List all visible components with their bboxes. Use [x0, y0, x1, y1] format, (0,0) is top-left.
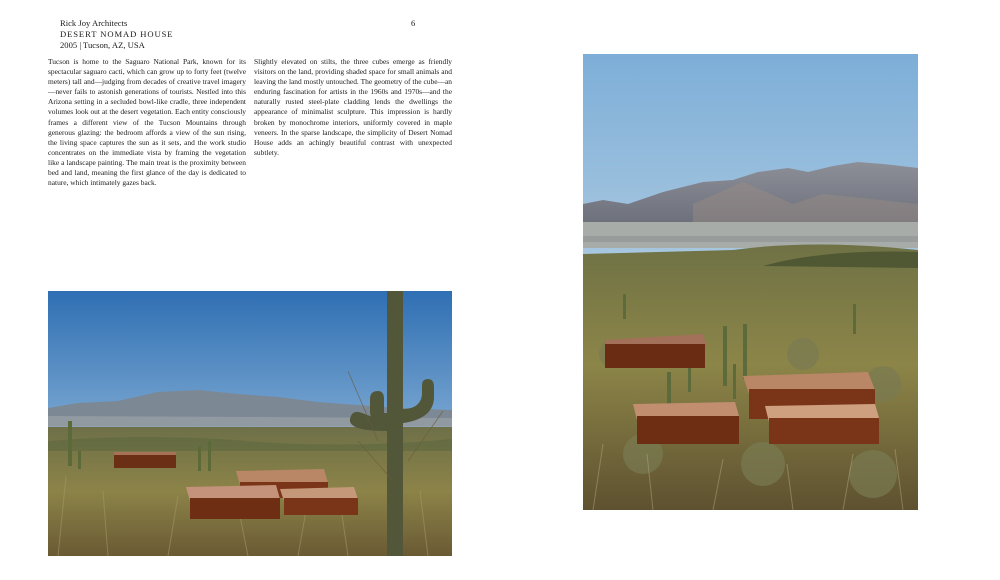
- project-meta: 2005 | Tucson, AZ, USA: [60, 40, 145, 50]
- body-text-column-1: Tucson is home to the Saguaro National Park, known for its spectacular saguaro cacti, which can grow up to forty feet (twelve meters) tall and—judging from decades of creative travel imagery—never fails to astonish generations of tourists. Nestled into this Arizona setting in a secluded bowl-like cradle, three independent volumes look out at the desert vegetation. Each entity consciously frames a different view of the Tucson Mountains through generous glazing: the bedroom affords a view of the sun rising, the living space captures the sun as it sets, and the work studio concentrates on the immediate vista by framing the vegetation like a landscape painting. The main treat is the proximity between bed and land, meaning the first glance of the day is dedicated to nature, which intimately gazes back.: [48, 57, 246, 188]
- photo-cubes-desert-mountains: [583, 54, 918, 510]
- body-text-column-2: Slightly elevated on stilts, the three cubes emerge as friendly visitors on the land, providing shaded space for small animals and leaving the land mostly untouched. The geometry of the cube—an enduring fascination for artists in the 1960s and 1970s—and the naturally rusted steel-plate cladding lends the dwellings the appearance of minimalist sculpture. This impression is hardly broken by monochrome interiors, uniformly covered in maple veneers. In the sparse landscape, the simplicity of Desert Nomad House adds an achingly beautiful contrast with unexpected subtlety.: [254, 57, 452, 157]
- page-header: [60, 18, 173, 51]
- architect-name: Rick Joy Architects: [60, 18, 128, 28]
- right-page: [500, 0, 1000, 580]
- photo-saguaro-and-cubes: [48, 291, 452, 556]
- page-number: 6: [411, 18, 416, 28]
- project-title: DESERT NOMAD HOUSE: [60, 29, 174, 39]
